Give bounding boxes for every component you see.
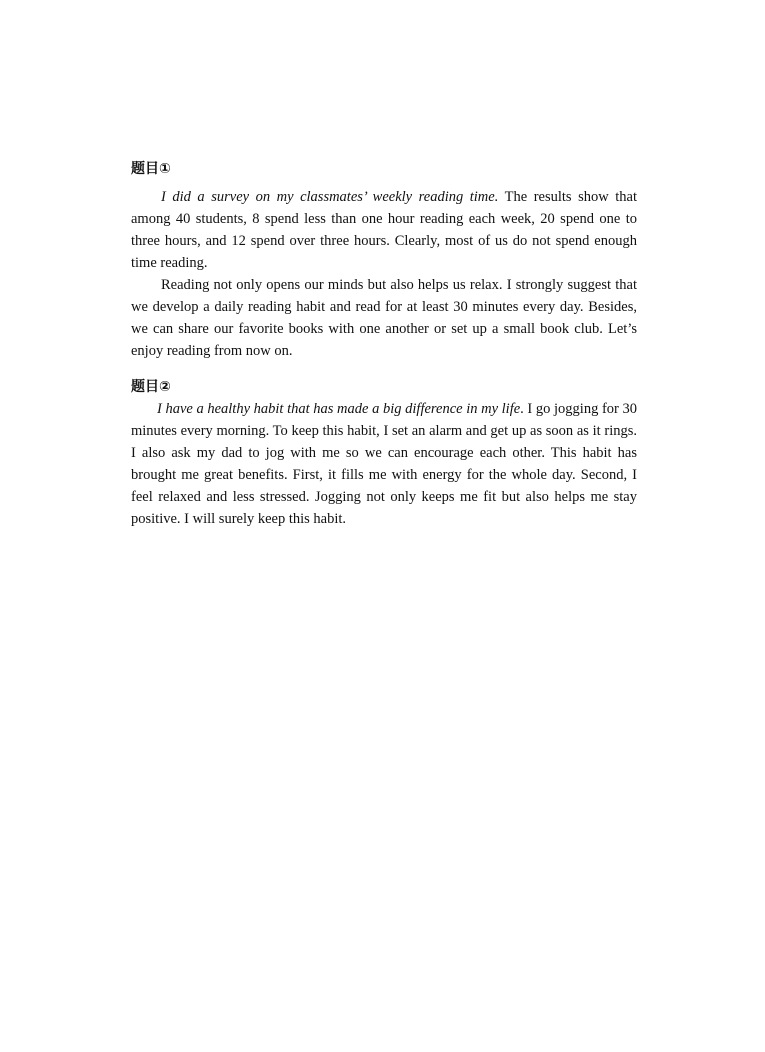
- document-content: [131, 158, 637, 530]
- essay-2-topic-sentence: I have a healthy habit that has made a big difference in my life: [157, 401, 521, 417]
- section-heading-2: 题目②: [131, 379, 171, 395]
- essay-1-paragraph-1: [131, 186, 637, 274]
- essay-1-topic-sentence: I did a survey on my classmates’ weekly reading time.: [161, 189, 499, 205]
- essay-1-paragraph-1-body: The results show that among 40 students, 8 spend less than one hour reading each week, 20 spend one to three hours, and 12 spend over three hours. Clearly, most of us do not spend enough time reading.: [131, 189, 638, 271]
- essay-section-2: [131, 376, 637, 530]
- essay-2-paragraph-1-body: . I go jogging for 30 minutes every morning. To keep this habit, I set an alarm and get up as soon as it rings. I also ask my dad to jog with me so we can encourage each other. This habit has brought me great benefits. First, it fills me with energy for the whole day. Second, I feel relaxed and less stressed. Jogging not only keeps me fit but also helps me stay positive. I will surely keep this habit.: [131, 401, 637, 527]
- essay-1-paragraph-2: Reading not only opens our minds but also helps us relax. I strongly suggest that we develop a daily reading habit and read for at least 30 minutes every day. Besides, we can share our favorite books with one another or set up a small book club. Let’s enjoy reading from now on.: [131, 277, 637, 359]
- essay-2-paragraph-1: [131, 398, 637, 530]
- section-heading-1: 题目①: [131, 161, 171, 177]
- essay-section-1: [131, 158, 637, 362]
